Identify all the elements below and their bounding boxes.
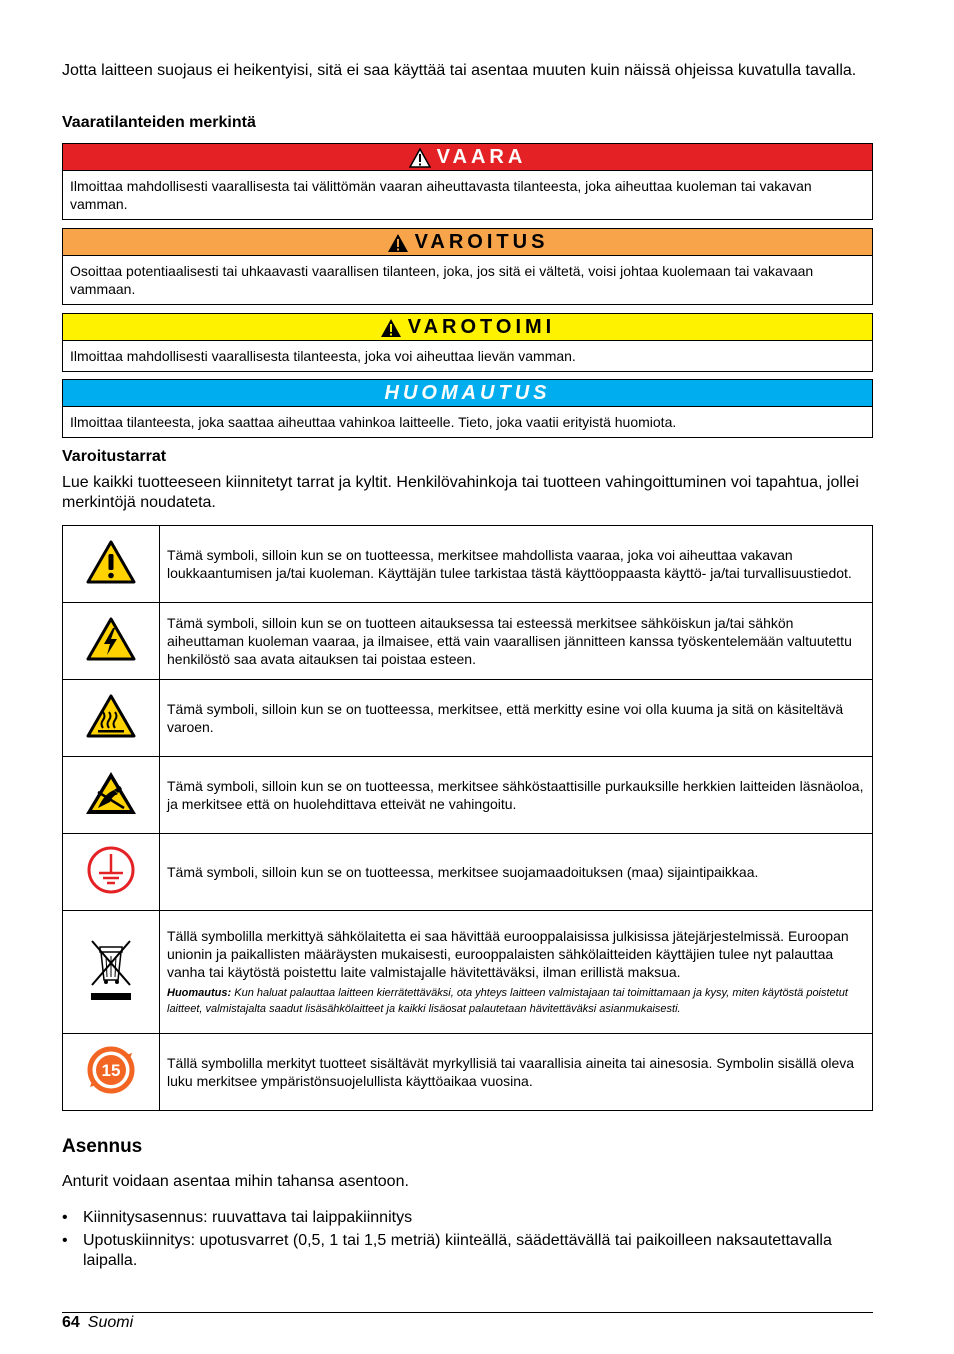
install-heading: Asennus [62, 1136, 143, 1157]
warning-triangle-icon [409, 148, 431, 168]
symbol-description: Tämä symboli, silloin kun se on tuotteessa, merkitsee sähköstaattisille purkauksille herkkien laitteiden läsnäoloa, ja merkitsee että on huolehdittava etteivät ne vahingoitu. [160, 757, 873, 834]
weee-bin-icon [88, 937, 134, 1003]
danger-bar [63, 144, 872, 171]
caution-box [62, 313, 873, 372]
table-row [63, 911, 873, 1034]
hot-surface-icon [85, 693, 137, 739]
symbol-description: Tämä symboli, silloin kun se on tuotteen aitauksessa tai esteessä merkitsee sähköiskun ja/tai sähkön aiheuttaman kuoleman vaaraa, ja ilmaisee, että vain vaarallisen jännitteen kanssa työskentelemään valtuutettu henkilöstö saa avata aitauksen tai poistaa esteen. [160, 603, 873, 680]
notice-label: HUOMAUTUS [384, 381, 551, 404]
warning-triangle-icon [387, 233, 409, 253]
symbol-description: Tämä symboli, silloin kun se on tuotteessa, merkitsee, että merkitty esine voi olla kuuma ja sitä on käsiteltävä varoen. [160, 680, 873, 757]
symbol-description: Tällä symbolilla merkityt tuotteet sisältävät myrkyllisiä tai vaarallisia aineita tai ainesosia. Symbolin sisällä oleva luku merkitsee ympäristönsuojelullista käyttöaikaa vuosina. [160, 1034, 873, 1111]
danger-label: VAARA [436, 145, 527, 168]
intro-paragraph: Jotta laitteen suojaus ei heikentyisi, sitä ei saa käyttää tai asentaa muuten kuin näissä ohjeissa kuvatulla tavalla. [62, 62, 857, 79]
symbol-cell [63, 603, 160, 680]
table-row [63, 680, 873, 757]
caution-text: Ilmoittaa mahdollisesti vaarallisesta tilanteesta, joka voi aiheuttaa lievän vamman. [70, 348, 576, 364]
caution-bar [63, 314, 872, 341]
list-item: • Upotuskiinnitys: upotusvarret (0,5, 1 tai 1,5 metriä) kiinteällä, säädettävällä tai paikoilleen naksautettavalla laipalla. [62, 1231, 862, 1271]
install-bullet-list [62, 1208, 862, 1274]
labels-heading: Varoitustarrat [62, 448, 167, 465]
symbols-table [62, 525, 873, 1111]
table-row [63, 834, 873, 911]
warning-triangle-icon [380, 318, 402, 338]
esd-sensitive-icon [84, 770, 138, 816]
notice-box [62, 379, 873, 438]
symbol-cell [63, 526, 160, 603]
symbol-cell [63, 757, 160, 834]
table-row [63, 603, 873, 680]
page-footer [62, 1313, 133, 1333]
note-label: Huomautus: [167, 987, 232, 999]
table-row [63, 757, 873, 834]
protective-earth-icon [86, 845, 136, 895]
notice-text: Ilmoittaa tilanteesta, joka saattaa aiheuttaa vahinkoa laitteelle. Tieto, joka vaatii erityistä huomiota. [70, 414, 677, 430]
symbol-cell [63, 911, 160, 1034]
electric-shock-icon [85, 616, 137, 662]
labels-intro: Lue kaikki tuotteeseen kiinnitetyt tarrat ja kyltit. Henkilövahinkoja tai tuotteen vahingoittuminen voi tapahtua, jollei merkintöjä noudateta. [62, 474, 859, 511]
warning-text: Osoittaa potentiaalisesti tai uhkaavasti vaarallisen tilanteen, joka, jos sitä ei vältetä, voisi johtaa kuolemaan tai vakavaan vammaan. [70, 263, 814, 297]
footer-divider [62, 1312, 873, 1313]
install-text: Anturit voidaan asentaa mihin tahansa asentoon. [62, 1173, 409, 1190]
weee-text: Tällä symbolilla merkittyä sähkölaitetta ei saa hävittää eurooppalaisissa julkisissa jätejärjestelmissä. Euroopan unionin ja paikallisten määräysten mukaisesti, eurooppalaisten sähkölaitteiden käyttäjien tulee nyt palauttaa vanha tai käytöstä poistettu laite valmistajalle hävitettäväksi, ilman erillistä maksua. [167, 928, 849, 980]
symbol-cell [63, 1034, 160, 1111]
general-warning-icon [85, 539, 137, 585]
symbol-cell [63, 680, 160, 757]
warning-box [62, 228, 873, 305]
symbol-cell [63, 834, 160, 911]
footer-language: Suomi [87, 1314, 134, 1331]
note-text: Kun haluat palauttaa laitteen kierrätettäväksi, ota yhteys laitteen valmistajaan tai toimittamaan ja kysy, miten käytöstä poistetut laitteet, valmistajalta saadut lisäsähkölaitteet ja kaikki lisäosat palautetaan hävitettäväksi asianmukaisesti. [167, 987, 848, 1015]
page-number: 64 [62, 1314, 80, 1331]
symbol-description [160, 911, 873, 1034]
danger-text: Ilmoittaa mahdollisesti vaarallisesta tai välittömän vaaran aiheuttavasta tilanteesta, joka aiheuttaa kuoleman tai vakavan vamman. [70, 178, 812, 212]
warning-label: VAROITUS [414, 230, 549, 253]
efup-number: 15 [101, 1060, 121, 1080]
table-row [63, 526, 873, 603]
efup-15-icon [86, 1045, 136, 1095]
list-item: • Kiinnitysasennus: ruuvattava tai laippakiinnitys [62, 1208, 862, 1228]
hazard-heading: Vaaratilanteiden merkintä [62, 114, 256, 131]
danger-box [62, 143, 873, 220]
table-row [63, 1034, 873, 1111]
notice-bar [63, 380, 872, 407]
warning-bar [63, 229, 872, 256]
symbol-description: Tämä symboli, silloin kun se on tuotteessa, merkitsee suojamaadoituksen (maa) sijaintipaikkaa. [160, 834, 873, 911]
symbol-description: Tämä symboli, silloin kun se on tuotteessa, merkitsee mahdollista vaaraa, joka voi aiheuttaa vakavan loukkaantumisen ja/tai kuoleman. Käyttäjän tulee tarkistaa tästä käyttöoppaasta käyttö- ja/tai turvallisuustiedot. [160, 526, 873, 603]
caution-label: VAROTOIMI [407, 315, 556, 338]
weee-note [167, 985, 865, 1017]
